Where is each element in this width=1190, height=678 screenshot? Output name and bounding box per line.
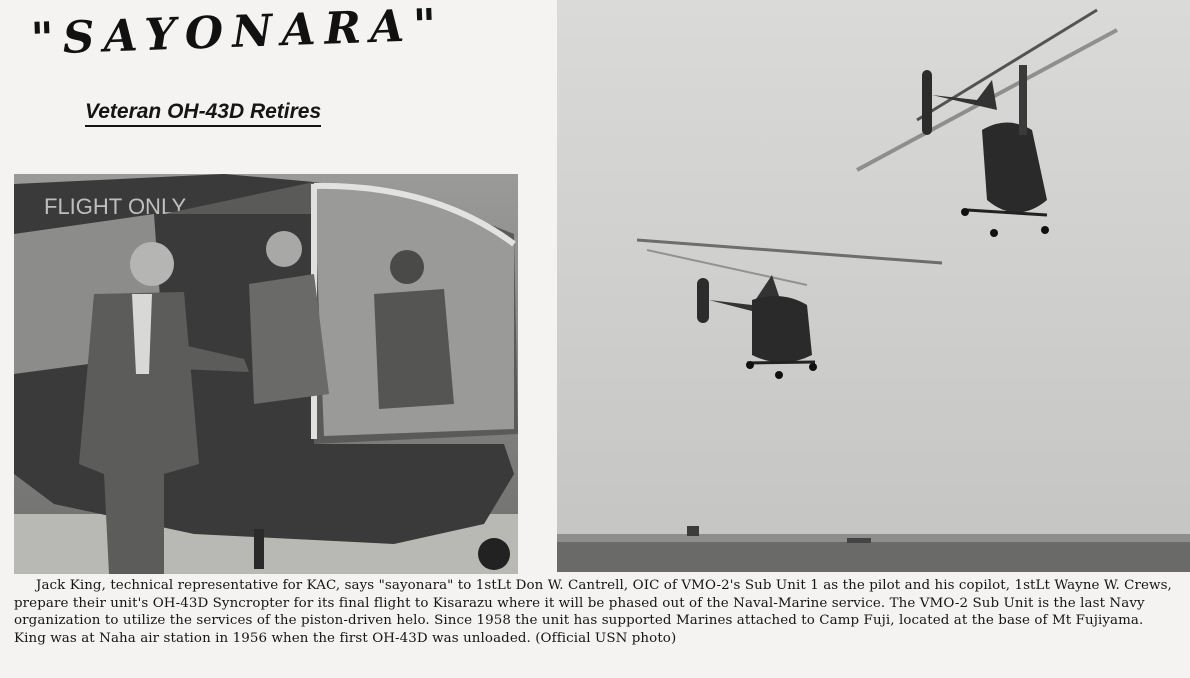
helicopters-in-flight-photo — [557, 0, 1190, 572]
headline: "SAYONARA" — [30, 0, 446, 65]
cockpit-handshake-photo — [14, 174, 518, 574]
subheadline: Veteran OH-43D Retires — [85, 100, 321, 127]
fuselage-lettering: FLIGHT ONLY — [44, 194, 187, 219]
photo-caption: Jack King, technical representative for KAC, says "sayonara" to 1stLt Don W. Cantrell, OIC of VMO-2's Sub Unit 1 as the pilot and his copilot, 1stLt Wayne W. Crews, prepare their unit's OH-43D Syncropter for its final flight to Kisarazu where it will be phased out of the Naval-Marine service. The VMO-2 Sub Unit is the last Navy organization to utilize the services of the piston-driven helo. Since 1958 the unit has supported Marines attached to Camp Fuji, located at the base of Mt Fujiyama. King was at Naha air station in 1956 when the first OH-43D was unloaded. (Official USN photo) — [14, 578, 1172, 646]
